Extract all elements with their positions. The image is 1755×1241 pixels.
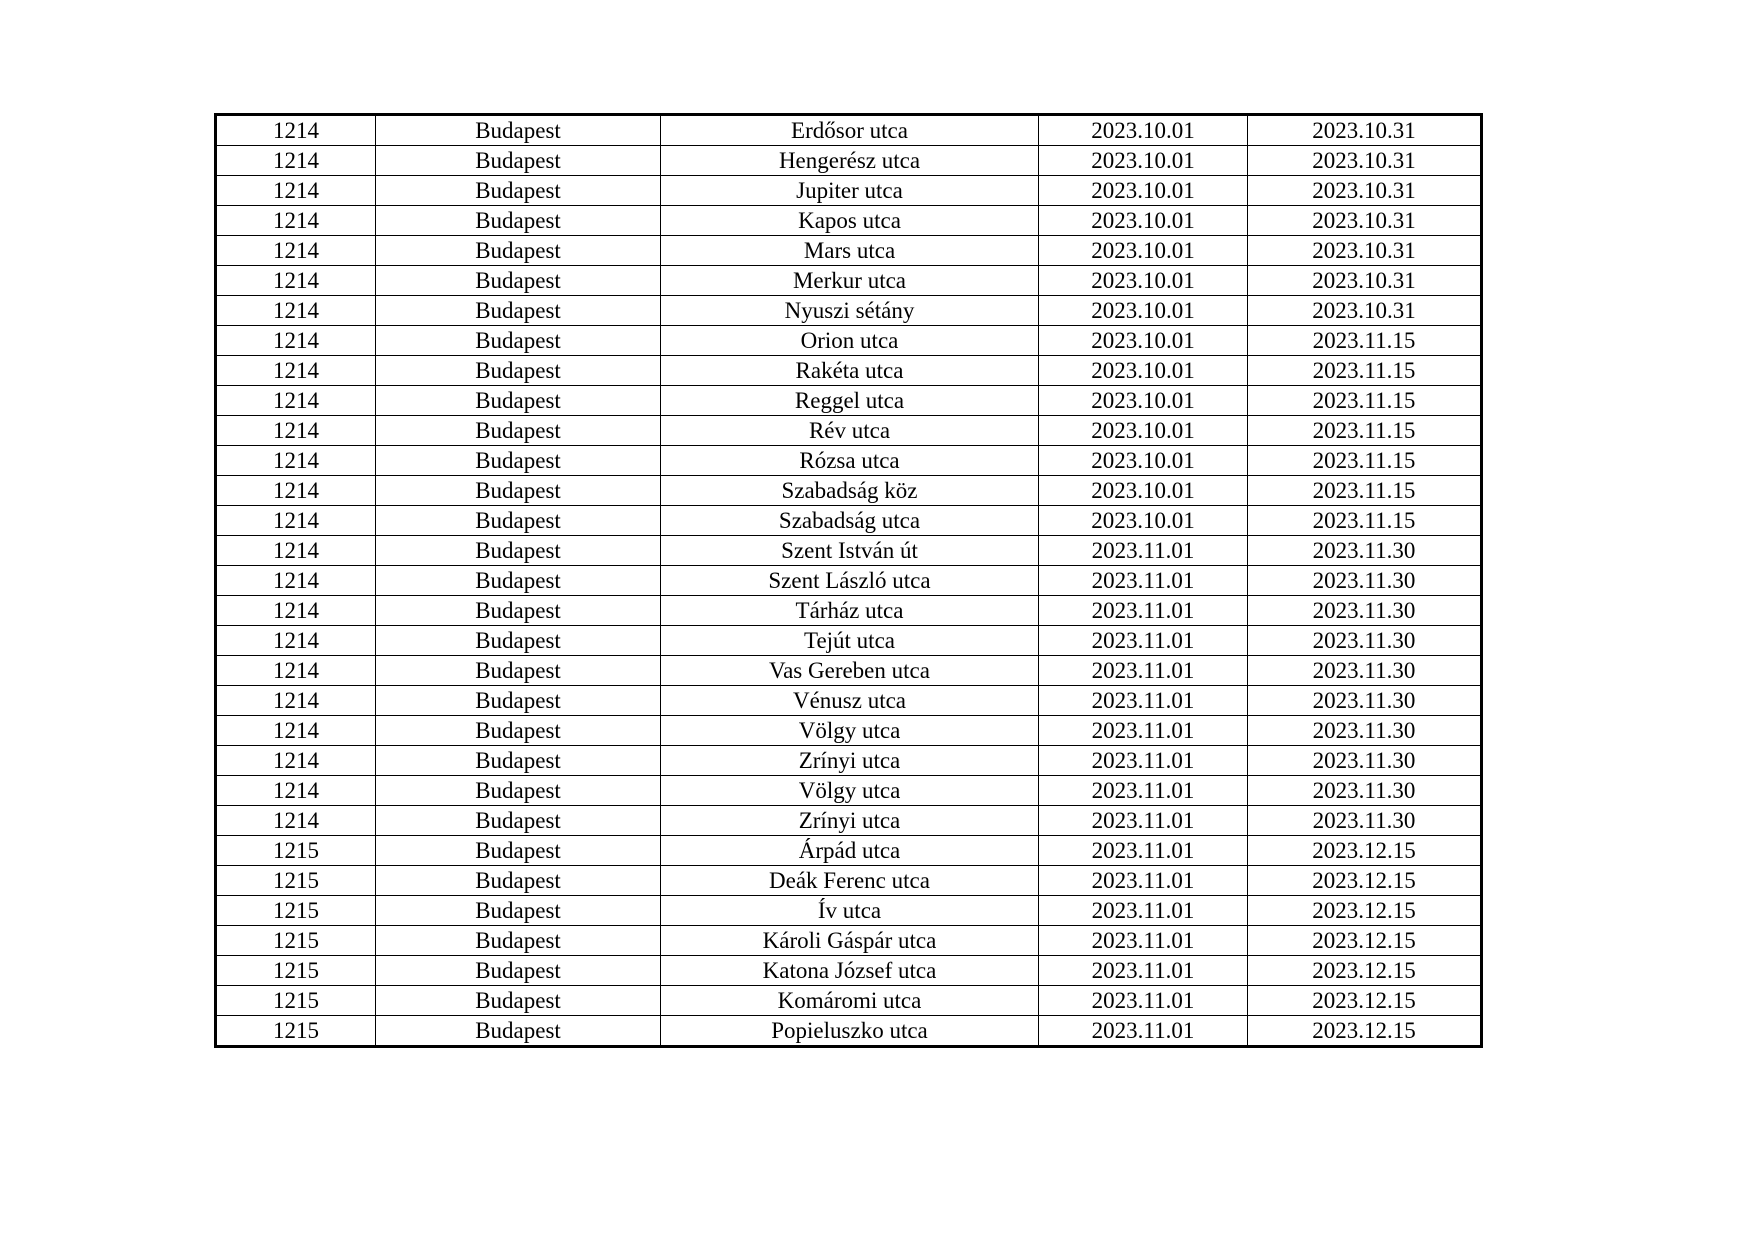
table-row bbox=[216, 596, 1482, 626]
start-date-cell: 2023.10.01 bbox=[1039, 476, 1248, 506]
postal-code-cell: 1214 bbox=[216, 176, 376, 206]
end-date-cell: 2023.10.31 bbox=[1248, 115, 1482, 146]
street-cell: Völgy utca bbox=[661, 776, 1039, 806]
city-cell: Budapest bbox=[376, 536, 661, 566]
start-date-cell: 2023.10.01 bbox=[1039, 296, 1248, 326]
end-date-cell: 2023.11.15 bbox=[1248, 446, 1482, 476]
start-date-cell: 2023.11.01 bbox=[1039, 806, 1248, 836]
postal-code-cell: 1214 bbox=[216, 656, 376, 686]
start-date-cell: 2023.10.01 bbox=[1039, 506, 1248, 536]
street-cell: Vas Gereben utca bbox=[661, 656, 1039, 686]
end-date-cell: 2023.11.30 bbox=[1248, 536, 1482, 566]
end-date-cell: 2023.10.31 bbox=[1248, 176, 1482, 206]
start-date-cell: 2023.10.01 bbox=[1039, 176, 1248, 206]
table-row bbox=[216, 236, 1482, 266]
street-cell: Rózsa utca bbox=[661, 446, 1039, 476]
start-date-cell: 2023.11.01 bbox=[1039, 686, 1248, 716]
end-date-cell: 2023.12.15 bbox=[1248, 896, 1482, 926]
street-cell: Szabadság utca bbox=[661, 506, 1039, 536]
table-row bbox=[216, 326, 1482, 356]
end-date-cell: 2023.10.31 bbox=[1248, 296, 1482, 326]
street-cell: Rév utca bbox=[661, 416, 1039, 446]
city-cell: Budapest bbox=[376, 386, 661, 416]
city-cell: Budapest bbox=[376, 716, 661, 746]
postal-code-cell: 1215 bbox=[216, 986, 376, 1016]
postal-code-cell: 1214 bbox=[216, 356, 376, 386]
city-cell: Budapest bbox=[376, 596, 661, 626]
table-row bbox=[216, 626, 1482, 656]
street-cell: Vénusz utca bbox=[661, 686, 1039, 716]
end-date-cell: 2023.11.30 bbox=[1248, 716, 1482, 746]
street-cell: Popieluszko utca bbox=[661, 1016, 1039, 1047]
city-cell: Budapest bbox=[376, 686, 661, 716]
street-cell: Erdősor utca bbox=[661, 115, 1039, 146]
postal-code-cell: 1214 bbox=[216, 806, 376, 836]
street-cell: Zrínyi utca bbox=[661, 806, 1039, 836]
city-cell: Budapest bbox=[376, 776, 661, 806]
street-schedule-table bbox=[214, 113, 1483, 1048]
postal-code-cell: 1214 bbox=[216, 266, 376, 296]
end-date-cell: 2023.11.15 bbox=[1248, 476, 1482, 506]
street-cell: Szent István út bbox=[661, 536, 1039, 566]
city-cell: Budapest bbox=[376, 656, 661, 686]
table-row bbox=[216, 986, 1482, 1016]
street-cell: Jupiter utca bbox=[661, 176, 1039, 206]
city-cell: Budapest bbox=[376, 506, 661, 536]
street-cell: Szent László utca bbox=[661, 566, 1039, 596]
table-row bbox=[216, 206, 1482, 236]
postal-code-cell: 1215 bbox=[216, 836, 376, 866]
start-date-cell: 2023.10.01 bbox=[1039, 326, 1248, 356]
table-row bbox=[216, 806, 1482, 836]
end-date-cell: 2023.11.15 bbox=[1248, 326, 1482, 356]
start-date-cell: 2023.10.01 bbox=[1039, 446, 1248, 476]
table-row bbox=[216, 836, 1482, 866]
postal-code-cell: 1214 bbox=[216, 296, 376, 326]
end-date-cell: 2023.10.31 bbox=[1248, 266, 1482, 296]
postal-code-cell: 1215 bbox=[216, 866, 376, 896]
end-date-cell: 2023.12.15 bbox=[1248, 956, 1482, 986]
city-cell: Budapest bbox=[376, 326, 661, 356]
postal-code-cell: 1214 bbox=[216, 146, 376, 176]
start-date-cell: 2023.11.01 bbox=[1039, 746, 1248, 776]
start-date-cell: 2023.11.01 bbox=[1039, 536, 1248, 566]
street-cell: Rakéta utca bbox=[661, 356, 1039, 386]
table-row bbox=[216, 686, 1482, 716]
street-cell: Reggel utca bbox=[661, 386, 1039, 416]
postal-code-cell: 1214 bbox=[216, 236, 376, 266]
end-date-cell: 2023.10.31 bbox=[1248, 146, 1482, 176]
table-row bbox=[216, 1016, 1482, 1047]
city-cell: Budapest bbox=[376, 1016, 661, 1047]
city-cell: Budapest bbox=[376, 866, 661, 896]
start-date-cell: 2023.11.01 bbox=[1039, 926, 1248, 956]
postal-code-cell: 1214 bbox=[216, 746, 376, 776]
city-cell: Budapest bbox=[376, 176, 661, 206]
end-date-cell: 2023.11.30 bbox=[1248, 566, 1482, 596]
table-row bbox=[216, 746, 1482, 776]
postal-code-cell: 1214 bbox=[216, 416, 376, 446]
city-cell: Budapest bbox=[376, 416, 661, 446]
end-date-cell: 2023.12.15 bbox=[1248, 836, 1482, 866]
city-cell: Budapest bbox=[376, 566, 661, 596]
table-row bbox=[216, 176, 1482, 206]
postal-code-cell: 1214 bbox=[216, 386, 376, 416]
street-cell: Árpád utca bbox=[661, 836, 1039, 866]
street-cell: Szabadság köz bbox=[661, 476, 1039, 506]
city-cell: Budapest bbox=[376, 236, 661, 266]
table-row bbox=[216, 296, 1482, 326]
table-row bbox=[216, 896, 1482, 926]
postal-code-cell: 1214 bbox=[216, 326, 376, 356]
table-row bbox=[216, 476, 1482, 506]
start-date-cell: 2023.11.01 bbox=[1039, 776, 1248, 806]
city-cell: Budapest bbox=[376, 476, 661, 506]
table-row bbox=[216, 115, 1482, 146]
table-row bbox=[216, 566, 1482, 596]
start-date-cell: 2023.11.01 bbox=[1039, 596, 1248, 626]
city-cell: Budapest bbox=[376, 146, 661, 176]
end-date-cell: 2023.12.15 bbox=[1248, 926, 1482, 956]
postal-code-cell: 1214 bbox=[216, 716, 376, 746]
table-row bbox=[216, 956, 1482, 986]
city-cell: Budapest bbox=[376, 115, 661, 146]
postal-code-cell: 1214 bbox=[216, 596, 376, 626]
city-cell: Budapest bbox=[376, 266, 661, 296]
street-cell: Völgy utca bbox=[661, 716, 1039, 746]
end-date-cell: 2023.11.30 bbox=[1248, 746, 1482, 776]
end-date-cell: 2023.11.30 bbox=[1248, 686, 1482, 716]
city-cell: Budapest bbox=[376, 836, 661, 866]
city-cell: Budapest bbox=[376, 206, 661, 236]
street-cell: Merkur utca bbox=[661, 266, 1039, 296]
start-date-cell: 2023.11.01 bbox=[1039, 956, 1248, 986]
city-cell: Budapest bbox=[376, 626, 661, 656]
table-row bbox=[216, 266, 1482, 296]
city-cell: Budapest bbox=[376, 296, 661, 326]
postal-code-cell: 1215 bbox=[216, 956, 376, 986]
end-date-cell: 2023.12.15 bbox=[1248, 986, 1482, 1016]
street-cell: Komáromi utca bbox=[661, 986, 1039, 1016]
table-row bbox=[216, 506, 1482, 536]
table-row bbox=[216, 656, 1482, 686]
table-row bbox=[216, 776, 1482, 806]
street-cell: Tárház utca bbox=[661, 596, 1039, 626]
city-cell: Budapest bbox=[376, 746, 661, 776]
street-cell: Katona József utca bbox=[661, 956, 1039, 986]
street-cell: Ív utca bbox=[661, 896, 1039, 926]
start-date-cell: 2023.11.01 bbox=[1039, 866, 1248, 896]
table-row bbox=[216, 926, 1482, 956]
end-date-cell: 2023.11.15 bbox=[1248, 416, 1482, 446]
street-cell: Tejút utca bbox=[661, 626, 1039, 656]
end-date-cell: 2023.10.31 bbox=[1248, 236, 1482, 266]
street-cell: Zrínyi utca bbox=[661, 746, 1039, 776]
end-date-cell: 2023.11.30 bbox=[1248, 656, 1482, 686]
postal-code-cell: 1214 bbox=[216, 206, 376, 236]
city-cell: Budapest bbox=[376, 986, 661, 1016]
postal-code-cell: 1214 bbox=[216, 446, 376, 476]
postal-code-cell: 1215 bbox=[216, 1016, 376, 1047]
start-date-cell: 2023.10.01 bbox=[1039, 115, 1248, 146]
end-date-cell: 2023.11.15 bbox=[1248, 506, 1482, 536]
start-date-cell: 2023.11.01 bbox=[1039, 566, 1248, 596]
table-row bbox=[216, 386, 1482, 416]
table-body bbox=[216, 115, 1482, 1047]
city-cell: Budapest bbox=[376, 356, 661, 386]
end-date-cell: 2023.11.30 bbox=[1248, 596, 1482, 626]
postal-code-cell: 1214 bbox=[216, 626, 376, 656]
city-cell: Budapest bbox=[376, 896, 661, 926]
start-date-cell: 2023.11.01 bbox=[1039, 626, 1248, 656]
street-cell: Hengerész utca bbox=[661, 146, 1039, 176]
postal-code-cell: 1214 bbox=[216, 776, 376, 806]
city-cell: Budapest bbox=[376, 446, 661, 476]
start-date-cell: 2023.11.01 bbox=[1039, 1016, 1248, 1047]
table-row bbox=[216, 416, 1482, 446]
table-row bbox=[216, 356, 1482, 386]
street-cell: Nyuszi sétány bbox=[661, 296, 1039, 326]
start-date-cell: 2023.10.01 bbox=[1039, 146, 1248, 176]
start-date-cell: 2023.10.01 bbox=[1039, 416, 1248, 446]
end-date-cell: 2023.11.15 bbox=[1248, 356, 1482, 386]
end-date-cell: 2023.11.30 bbox=[1248, 776, 1482, 806]
postal-code-cell: 1214 bbox=[216, 566, 376, 596]
city-cell: Budapest bbox=[376, 806, 661, 836]
city-cell: Budapest bbox=[376, 956, 661, 986]
end-date-cell: 2023.12.15 bbox=[1248, 1016, 1482, 1047]
start-date-cell: 2023.10.01 bbox=[1039, 266, 1248, 296]
table-row bbox=[216, 536, 1482, 566]
end-date-cell: 2023.12.15 bbox=[1248, 866, 1482, 896]
postal-code-cell: 1214 bbox=[216, 686, 376, 716]
street-cell: Mars utca bbox=[661, 236, 1039, 266]
postal-code-cell: 1214 bbox=[216, 115, 376, 146]
table-row bbox=[216, 866, 1482, 896]
end-date-cell: 2023.11.15 bbox=[1248, 386, 1482, 416]
end-date-cell: 2023.11.30 bbox=[1248, 806, 1482, 836]
start-date-cell: 2023.10.01 bbox=[1039, 386, 1248, 416]
start-date-cell: 2023.11.01 bbox=[1039, 716, 1248, 746]
end-date-cell: 2023.11.30 bbox=[1248, 626, 1482, 656]
table-row bbox=[216, 716, 1482, 746]
postal-code-cell: 1215 bbox=[216, 896, 376, 926]
start-date-cell: 2023.11.01 bbox=[1039, 836, 1248, 866]
city-cell: Budapest bbox=[376, 926, 661, 956]
start-date-cell: 2023.10.01 bbox=[1039, 356, 1248, 386]
postal-code-cell: 1215 bbox=[216, 926, 376, 956]
start-date-cell: 2023.11.01 bbox=[1039, 986, 1248, 1016]
start-date-cell: 2023.10.01 bbox=[1039, 206, 1248, 236]
street-cell: Orion utca bbox=[661, 326, 1039, 356]
start-date-cell: 2023.11.01 bbox=[1039, 656, 1248, 686]
table-row bbox=[216, 146, 1482, 176]
table-row bbox=[216, 446, 1482, 476]
postal-code-cell: 1214 bbox=[216, 476, 376, 506]
postal-code-cell: 1214 bbox=[216, 506, 376, 536]
end-date-cell: 2023.10.31 bbox=[1248, 206, 1482, 236]
postal-code-cell: 1214 bbox=[216, 536, 376, 566]
street-cell: Kapos utca bbox=[661, 206, 1039, 236]
street-cell: Károli Gáspár utca bbox=[661, 926, 1039, 956]
street-cell: Deák Ferenc utca bbox=[661, 866, 1039, 896]
start-date-cell: 2023.10.01 bbox=[1039, 236, 1248, 266]
start-date-cell: 2023.11.01 bbox=[1039, 896, 1248, 926]
